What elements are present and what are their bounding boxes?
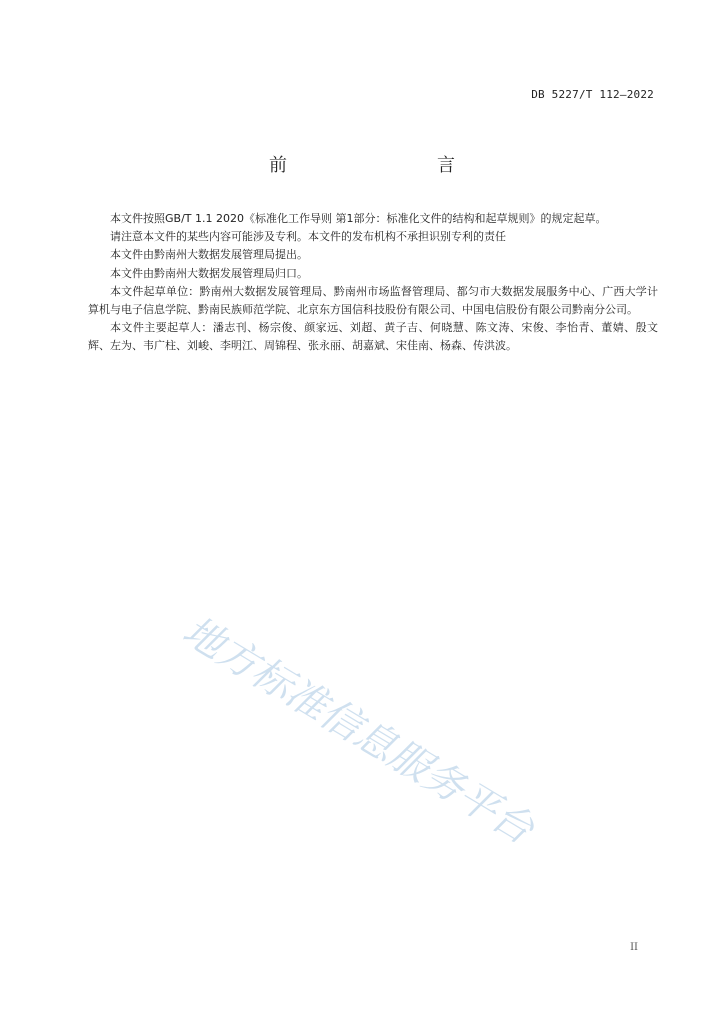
document-code: DB 5227/T 112—2022 (531, 88, 654, 101)
paragraph-proposer: 本文件由黔南州大数据发展管理局提出。 (110, 248, 308, 262)
section-title: 前 言 (269, 155, 493, 176)
watermark (174, 600, 613, 854)
watermark-text: 地方标准信息服务平台 (174, 607, 542, 854)
paragraph-administrator: 本文件由黔南州大数据发展管理局归口。 (110, 266, 308, 280)
page-number: II (630, 942, 638, 953)
paragraph-drafting-basis: 本文件按照GB/T 1.1 2020《标准化工作导则 第1部分：标准化文件的结构和起草规则》的规定起草。 (110, 212, 607, 225)
paragraph-drafters: 本文件主要起草人：潘志刊、杨宗俊、颜家远、刘超、黄子吉、何晓慧、陈文涛、宋俊、李怡青、董婧、殷文辉、左为、韦广柱、刘峻、李明江、周锦程、张永丽、胡嘉斌、宋佳南、杨森、传洪波。 (88, 321, 658, 353)
paragraph-patent-notice: 请注意本文件的某些内容可能涉及专利。本文件的发布机构不承担识别专利的责任 (110, 230, 506, 244)
paragraph-drafting-units: 本文件起草单位：黔南州大数据发展管理局、黔南州市场监督管理局、都匀市大数据发展服务中心、广西大学计算机与电子信息学院、黔南民族师范学院、北京东方国信科技股份有限公司、中国电信股份有限公司黔南分公司。 (88, 284, 658, 317)
foreword-body (88, 210, 658, 356)
